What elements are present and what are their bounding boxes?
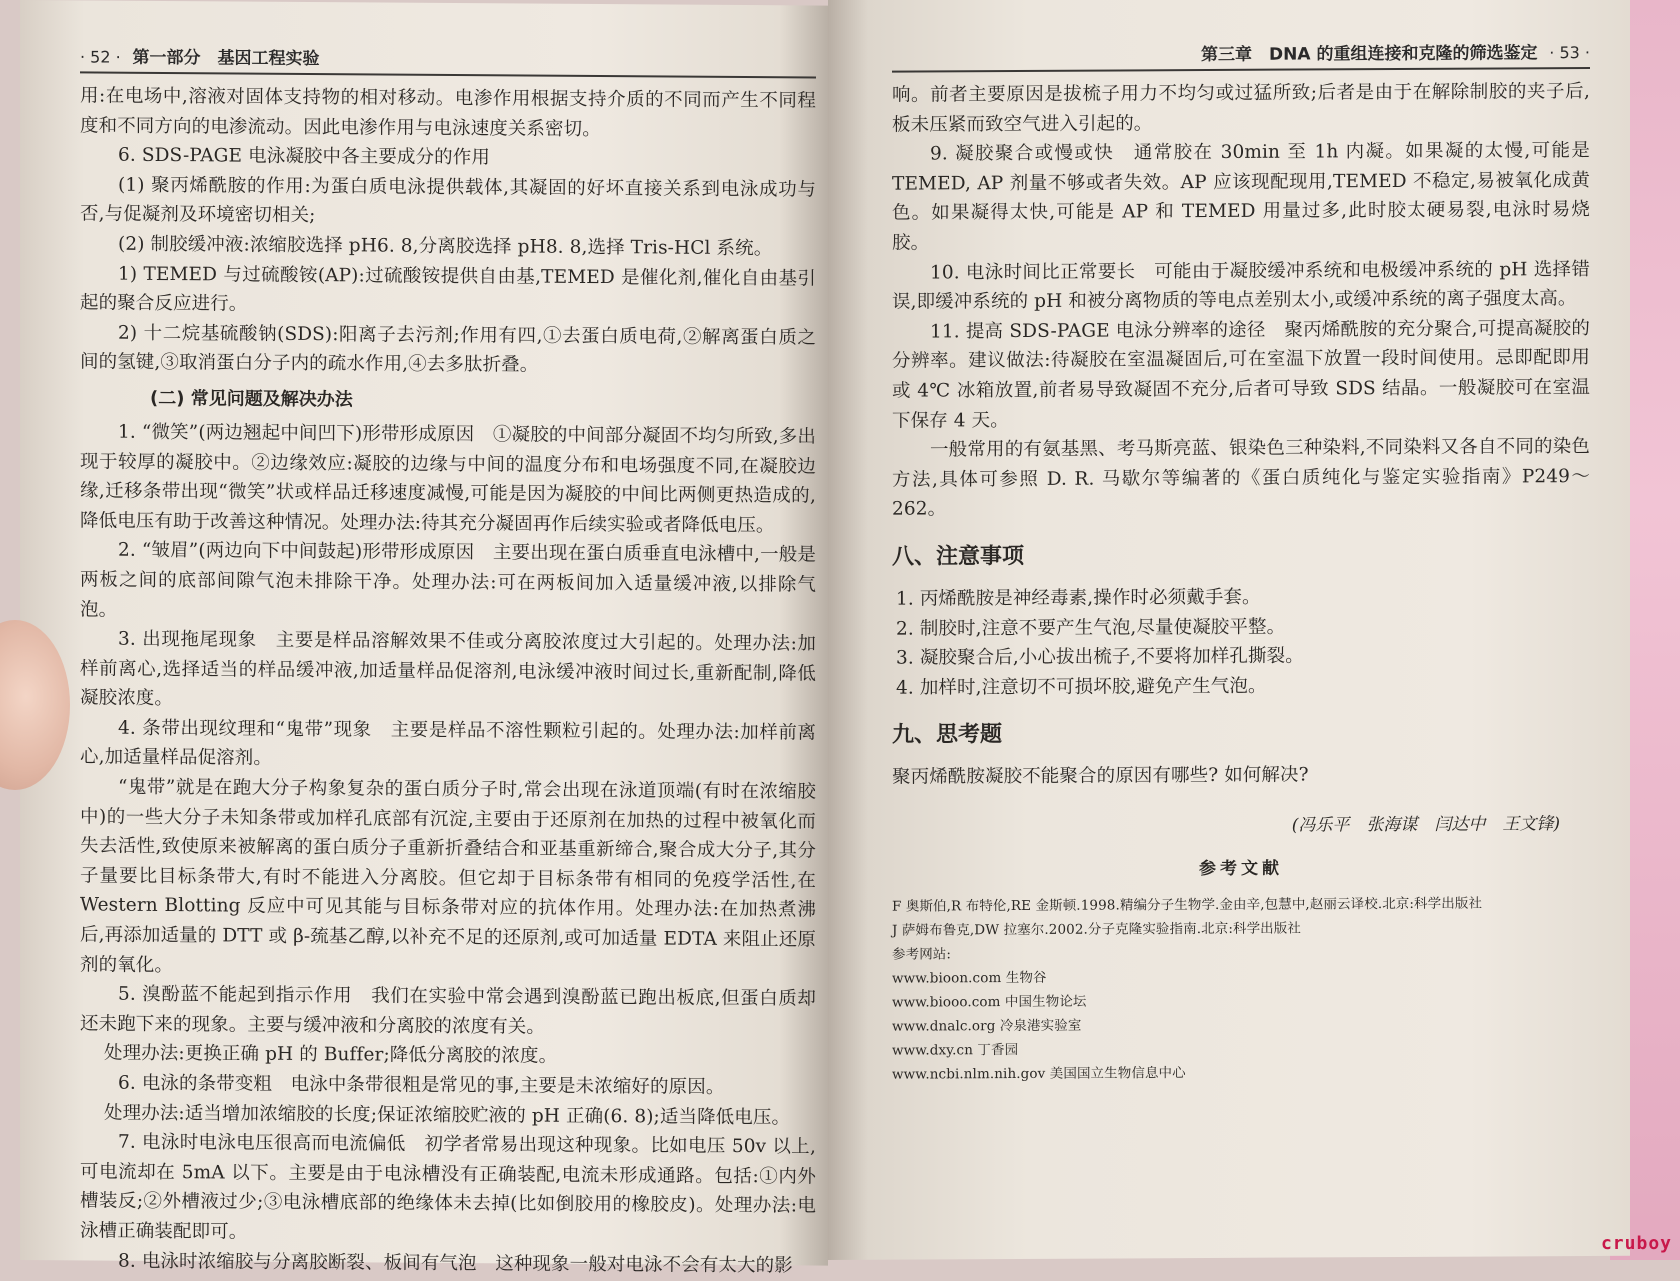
reference-item: 参考网站: <box>892 946 952 963</box>
authors-line: (冯乐平 张海谋 闫达中 王文锋) <box>1291 814 1560 836</box>
reference-item: F 奥斯伯,R 布特伦,RE 金斯顿.1998.精编分子生物学.金由辛,包慧中,赵丽云译校.北京:科学出版社 <box>892 895 1483 915</box>
reference-item: www.bioon.com 生物谷 <box>892 969 1047 987</box>
paragraph: 用:在电场中,溶液对固体支持物的相对移动。电渗作用根据支持介质的不同而产生不同程度和不同方向的电渗流动。因此电渗作用与电泳速度关系密切。 <box>80 85 816 140</box>
left-page <box>20 0 828 1276</box>
paragraph: 6. 电泳的条带变粗 电泳中条带很粗是常见的事,主要是未浓缩好的原因。 <box>118 1072 725 1098</box>
section-heading-notes: 八、注意事项 <box>892 543 1025 570</box>
paragraph: 2) 十二烷基硫酸钠(SDS):阳离子去污剂;作用有四,①去蛋白质电荷,②解离蛋白质之间的氢键,③取消蛋白分子内的疏水作用,④去多肽折叠。 <box>80 322 816 376</box>
paragraph: 5. 溴酚蓝不能起到指示作用 我们在实验中常会遇到溴酚蓝已跑出板底,但蛋白质却还未跑下来的现象。主要与缓冲液和分离胶的浓度有关。 <box>80 983 816 1038</box>
subsection-heading: (二) 常见问题及解决办法 <box>150 387 353 411</box>
reference-item: J 萨姆布鲁克,DW 拉塞尔.2002.分子克隆实验指南.北京:科学出版社 <box>892 920 1301 939</box>
list-item: 1. 丙烯酰胺是神经毒素,操作时必须戴手套。 <box>896 586 1261 610</box>
paragraph: 1) TEMED 与过硫酸铵(AP):过硫酸铵提供自由基,TEMED 是催化剂,催化自由基引起的聚合反应进行。 <box>80 263 816 315</box>
section-heading-questions: 九、思考题 <box>892 722 1003 748</box>
right-body <box>892 77 1590 1087</box>
right-page-header <box>1201 38 1590 65</box>
paragraph: 9. 凝胶聚合或慢或快 通常胶在 30min 至 1h 内凝。如果凝的太慢,可能是 TEMED, AP 剂量不够或者失效。AP 应该现配现用,TEMED 不稳定,易被氧化成黄色。如果凝得太快,可能是 AP 和 TEMED 用量过多,此时胶太硬易裂,电泳时易烧胶。 <box>892 140 1590 254</box>
paragraph: 响。前者主要原因是拔梳子用力不均匀或过猛所致;后者是由于在解除制胶的夹子后,板未压紧而致空气进入引起的。 <box>892 81 1590 136</box>
paragraph: 6. SDS-PAGE 电泳凝胶中各主要成分的作用 <box>118 144 490 169</box>
paragraph: 11. 提高 SDS-PAGE 电泳分辨率的途径 聚丙烯酰胺的充分聚合,可提高凝胶的分辨率。建议做法:待凝胶在室温凝固后,可在室温下放置一段时间使用。忌即配即用或 4℃ 冰箱放置,前者易导致凝固不充分,后者可导致 SDS 结晶。一般凝胶可在室温下保存 4 天。 <box>892 317 1590 432</box>
notes-list <box>892 581 1590 703</box>
paragraph: 处理办法:更换正确 pH 的 Buffer;降低分离胶的浓度。 <box>104 1042 558 1068</box>
paragraph: 7. 电泳时电泳电压很高而电流偏低 初学者常易出现这种现象。比如电压 50v 以上,可电流却在 5mA 以下。主要是由于电泳槽没有正确装配,电流未形成通路。包括:①内外槽装反;②外槽液过少;③电泳槽底部的绝缘体未去掉(比如倒胶用的橡胶皮)。处理办法:电泳槽正确装配即可。 <box>80 1131 816 1243</box>
paragraph: 3. 出现拖尾现象 主要是样品溶解效果不佳或分离胶浓度过大引起的。处理办法:加样前离心,选择适当的样品缓冲液,加适量样品促溶剂,电泳缓冲液时间过长,重新配制,降低凝胶浓度。 <box>80 628 816 710</box>
references-title: 参考文献 <box>1199 858 1283 879</box>
list-item: 4. 加样时,注意切不可损坏胶,避免产生气泡。 <box>896 675 1267 699</box>
list-item: 2. 制胶时,注意不要产生气泡,尽量使凝胶平整。 <box>896 616 1286 640</box>
question-text: 聚丙烯酰胺凝胶不能聚合的原因有哪些? 如何解决? <box>892 764 1309 788</box>
right-page <box>828 0 1630 1260</box>
paragraph: 处理办法:适当增加浓缩胶的长度;保证浓缩胶贮液的 pH 正确(6. 8);适当降低电压。 <box>104 1102 791 1128</box>
watermark: cruboy <box>1600 1233 1672 1254</box>
paragraph: 10. 电泳时间比正常要长 可能由于凝胶缓冲系统和电极缓冲系统的 pH 选择错误,即缓冲系统的 pH 和被分离物质的等电点差别太小,或缓冲系统的离子强度太高。 <box>892 258 1590 313</box>
left-page-number: · 52 · <box>80 47 121 67</box>
paragraph: 一般常用的有氨基黑、考马斯亮蓝、银染色三种染料,不同染料又各自不同的染色方法,具体可参照 D. R. 马歇尔等编著的《蛋白质纯化与鉴定实验指南》P249～262。 <box>892 436 1590 520</box>
paragraph: 1. “微笑”(两边翘起中间凹下)形带形成原因 ①凝胶的中间部分凝固不均匀所致,多出现于较厚的凝胶中。②边缘效应:凝胶的边缘与中间的温度分布和电场强度不同,在凝胶边缘,迁移条带出现“微笑”状或样品迁移速度减慢,可能是因为凝胶的中间比两侧更热造成的,降低电压有助于改善这种情况。处理办法:待其充分凝固再作后续实验或者降低电压。 <box>80 421 816 536</box>
reference-item: www.biooo.com 中国生物论坛 <box>892 993 1087 1011</box>
open-book <box>20 0 1630 1276</box>
reference-item: www.dnalc.org 冷泉港实验室 <box>892 1017 1082 1035</box>
left-running-head <box>80 42 816 78</box>
paragraph: (2) 制胶缓冲液:浓缩胶选择 pH6. 8,分离胶选择 pH8. 8,选择 Tris-HCl 系统。 <box>118 233 773 260</box>
left-body <box>80 81 816 1280</box>
paragraph: 8. 电泳时浓缩胶与分离胶断裂、板间有气泡 这种现象一般对电泳不会有太大的影 <box>118 1250 793 1276</box>
paragraph: 4. 条带出现纹理和“鬼带”现象 主要是样品不溶性颗粒引起的。处理办法:加样前离心,加适量样品促溶剂。 <box>80 717 816 770</box>
reference-item: www.dxy.cn 丁香园 <box>892 1041 1019 1059</box>
left-page-header <box>80 42 320 69</box>
list-item: 3. 凝胶聚合后,小心拔出梳子,不要将加样孔撕裂。 <box>896 645 1304 669</box>
references-list <box>892 891 1590 1087</box>
left-header-title: 第一部分 基因工程实验 <box>132 47 320 70</box>
right-running-head <box>892 38 1590 73</box>
paragraph: (1) 聚丙烯酰胺的作用:为蛋白质电泳提供载体,其凝固的好坏直接关系到电泳成功与否,与促凝剂及环境密切相关; <box>80 174 816 227</box>
reference-item: www.ncbi.nlm.nih.gov 美国国立生物信息中心 <box>892 1065 1186 1083</box>
paragraph: “鬼带”就是在跑大分子构象复杂的蛋白质分子时,常会出现在泳道顶端(有时在浓缩胶中)的一些大分子未知条带或加样孔底部有沉淀,主要由于还原剂在加热的过程中被氧化而失去活性,致使原来被解离的蛋白质分子重新折叠结合和亚基重新缔合,聚合成大分子,其分子量要比目标条带大,有时不能进入分离胶。但它却于目标条带有相同的免疫学活性,在 Western Blotting 反应中可见其能与目标条带对应的抗体作用。处理办法:在加热煮沸后,再添加适量的 DTT 或 β-巯基乙醇,以补充不足的还原剂,或可加适量 EDTA 来阻止还原剂的氧化。 <box>80 776 816 976</box>
paragraph: 2. “皱眉”(两边向下中间鼓起)形带形成原因 主要出现在蛋白质垂直电泳槽中,一般是两板之间的底部间隙气泡未排除干净。处理办法:可在两板间加入适量缓冲液,以排除气泡。 <box>80 539 816 621</box>
right-header-title: 第三章 DNA 的重组连接和克隆的筛选鉴定 <box>1201 43 1538 66</box>
right-page-number: · 53 · <box>1549 43 1590 63</box>
